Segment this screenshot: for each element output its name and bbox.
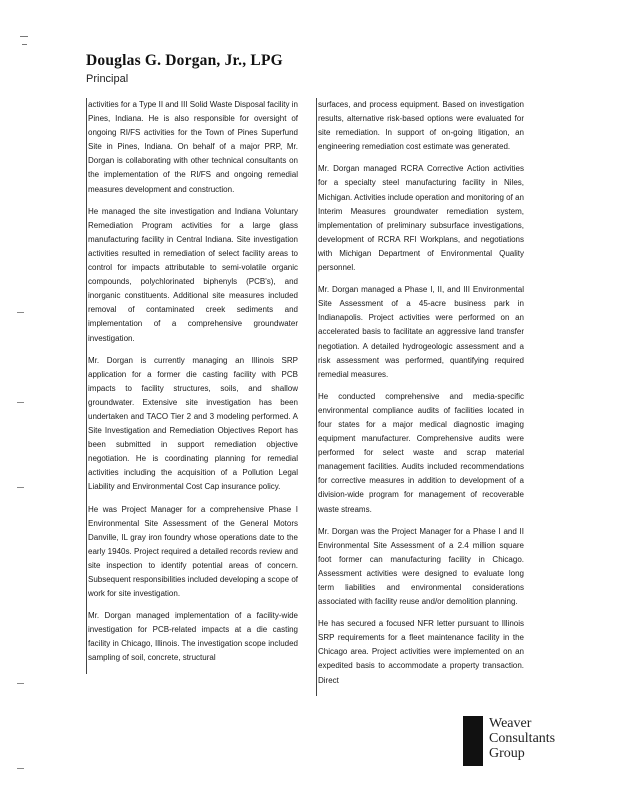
paragraph: Mr. Dorgan was the Project Manager for a Phase I and II Environmental Site Assessment of a 2.4 million square foot former can manufacturing facility in Chicago. Assessment activities were designed to evaluate long term liabilities and environmental considerations associated with facility reuse and/or demolition planning.	[318, 526, 524, 607]
paragraph: Mr. Dorgan is currently managing an Illinois SRP application for a former die casting facility with PCB impacts to facility structures, soils, and shallow groundwater. Extensive site investigation has been undertaken and TACO Tier 2 and 3 modeling performed. A Site Investigation and Remediation Objectives Report has been submitted in support remediation objective negotiation. He is coordinating planning for remedial activities including the acquisition of a Pollution Legal Liability and Environmental Cost Cap insurance policy.	[88, 355, 298, 492]
company-logo	[463, 716, 555, 766]
scan-mark-top-left-2	[22, 44, 27, 45]
paragraph: Mr. Dorgan managed RCRA Corrective Action activities for a specialty steel manufacturing facility in Niles, Michigan. Activities include operation and monitoring of an Interim Measures groundwater remediation system, implementation of preliminary subsurface investigations, development of RCRA RFI Workplans, and negotiations with Michigan Department of Environmental Quality personnel.	[318, 164, 524, 273]
paragraph: activities for a Type II and III Solid Waste Disposal facility in Pines, Indiana. He is also responsible for oversight of ongoing RI/FS activities for the Town of Pines Superfund Site in Pines, Indiana. On behalf of a major PRP, Mr. Dorgan is collaborating with other technical consultants on the implementation of the RI/FS and ongoing remedial measures development and construction.	[88, 100, 298, 194]
paragraph: He has secured a focused NFR letter pursuant to Illinois SRP requirements for a fleet maintenance facility in the Chicago area. Project activities were implemented on an expedited basis to accommodate a property transaction. Direct	[318, 619, 524, 685]
logo-line: Group	[489, 746, 525, 761]
logo-wordmark	[489, 716, 555, 761]
scan-tick	[17, 402, 24, 403]
scan-tick	[17, 487, 24, 488]
paragraph: Mr. Dorgan managed a Phase I, II, and III Environmental Site Assessment of a 45-acre business park in Indianapolis. Project activities were performed on an accelerated basis to facilitate an aggressive land transfer negotiation. A detailed hydrogeologic assessment and a risk assessment was performed, quantifying required remedial measures.	[318, 285, 524, 379]
scan-mark-top-left	[20, 36, 28, 37]
scan-tick	[17, 768, 24, 769]
paragraph: He managed the site investigation and Indiana Voluntary Remediation Program activities for a large glass manufacturing facility in Central Indiana. Site investigation activities resulted in remediation of select facility areas to control for impacts attributable to semi-volatile organic compounds, polychlorinated biphenyls (PCB's), and inorganic constituents. Additional site measures included removal of contaminated creek sediments and implementation of a comprehensive groundwater investigation.	[88, 206, 298, 343]
paragraph: surfaces, and process equipment. Based on investigation results, alternative risk-based options were evaluated for site remediation. In support of on-going litigation, an engineering remediation cost estimate was generated.	[318, 100, 524, 152]
person-name: Douglas G. Dorgan, Jr., LPG	[86, 52, 283, 69]
left-column	[86, 98, 298, 674]
scan-tick	[17, 683, 24, 684]
paragraph: Mr. Dorgan managed implementation of a facility-wide investigation for PCB-related impacts at a die casting facility in Chicago, Illinois. The investigation scope included sampling of soil, concrete, structural	[88, 611, 298, 663]
logo-block-icon	[463, 716, 483, 766]
paragraph: He was Project Manager for a comprehensive Phase I Environmental Site Assessment of the General Motors Danville, IL gray iron foundry whose operations date to the early 1940s. Project required a detailed records review and site inspection to identify potential areas of concern. Subsequent responsibilities included developing a scope of work for site investigation.	[88, 504, 298, 599]
logo-line: Weaver	[489, 716, 532, 731]
person-title: Principal	[86, 73, 129, 85]
resume-header	[86, 52, 283, 85]
paragraph: He conducted comprehensive and media-specific environmental compliance audits of facilities located in four states for a major medical diagnostic imaging equipment manufacturer. Comprehensive audits were performed for select waste and scrap material management facilities. Audits included recommendations for corrective measures in addition to development of a division-wide program for management of recoverable waste streams.	[318, 391, 524, 514]
logo-line: Consultants	[489, 731, 556, 746]
right-column	[316, 98, 524, 696]
scan-tick	[17, 312, 24, 313]
